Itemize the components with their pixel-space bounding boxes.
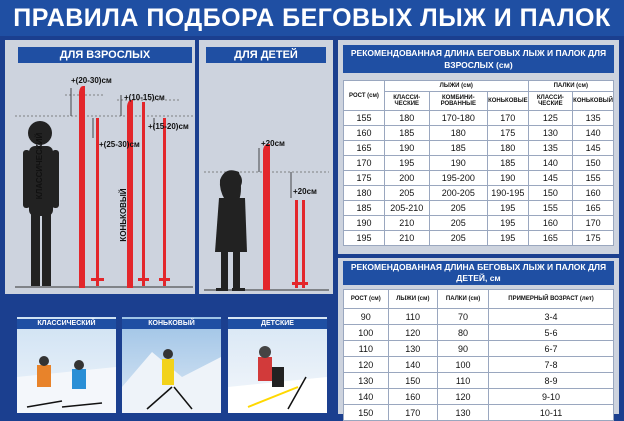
kids-table-heading: РЕКОМЕНДОВАННАЯ ДЛИНА БЕГОВЫХ ЛЫЖ И ПАЛОК ДЛЯ ДЕТЕЙ, см (343, 261, 614, 285)
table-cell: 195 (488, 216, 529, 231)
kids-panel (199, 40, 333, 294)
table-cell: 185 (429, 141, 487, 156)
table-cell: 140 (388, 357, 437, 373)
table-cell: 190 (429, 156, 487, 171)
table-row (344, 341, 614, 357)
table-cell: 205 (385, 186, 430, 201)
table-cell: 155 (344, 111, 385, 126)
table-cell: 185 (385, 126, 430, 141)
table-cell: 145 (528, 171, 573, 186)
table-cell: 110 (344, 341, 389, 357)
table-row (344, 325, 614, 341)
table-cell: 130 (528, 126, 573, 141)
photo-label-skate: КОНЬКОВЫЙ (122, 319, 221, 329)
kids-size-table (343, 289, 614, 421)
photo-label-kids: ДЕТСКИЕ (228, 319, 327, 329)
table-cell: 190 (488, 171, 529, 186)
kids-illustration (199, 40, 333, 294)
adults-panel-heading: ДЛЯ ВЗРОСЛЫХ (18, 47, 192, 63)
table-cell: 130 (344, 373, 389, 389)
table-cell: 150 (388, 373, 437, 389)
table-cell: 160 (344, 126, 385, 141)
table-cell: 195 (344, 231, 385, 246)
photo-label-classic: КЛАССИЧЕСКИЙ (17, 319, 116, 329)
table-cell: 80 (438, 325, 489, 341)
table-cell: 195 (488, 231, 529, 246)
table-cell: 110 (388, 309, 437, 325)
table-row (344, 216, 614, 231)
table-row (344, 126, 614, 141)
table-row (344, 156, 614, 171)
skate-label: КОНЬКОВЫЙ (119, 188, 128, 242)
table-cell: 135 (573, 111, 614, 126)
adult-table-panel (338, 40, 619, 254)
col-skis: ЛЫЖИ (см) (385, 81, 529, 92)
adult-table-heading: РЕКОМЕНДОВАННАЯ ДЛИНА БЕГОВЫХ ЛЫЖ И ПАЛОК ДЛЯ ВЗРОСЛЫХ (см) (343, 45, 614, 73)
table-cell: 175 (573, 231, 614, 246)
kids-col: ПАЛКИ (см) (438, 290, 489, 309)
classic-label: КЛАССИЧЕСКИЙ (35, 132, 44, 200)
table-cell: 190 (344, 216, 385, 231)
table-cell: 210 (385, 231, 430, 246)
table-cell: 180 (344, 186, 385, 201)
table-cell: 10-11 (489, 405, 614, 421)
table-cell: 165 (528, 231, 573, 246)
table-cell: 150 (528, 186, 573, 201)
table-cell: 205-210 (385, 201, 430, 216)
table-row (344, 309, 614, 325)
table-cell: 9-10 (489, 389, 614, 405)
table-cell: 180 (429, 126, 487, 141)
table-cell: 155 (573, 171, 614, 186)
sub-col: КЛАССИ-ЧЕСКИЕ (385, 92, 430, 111)
kid-measure-1: +20см (261, 139, 285, 148)
sub-col: КОМБИНИ-РОВАННЫЕ (429, 92, 487, 111)
table-cell: 200 (385, 171, 430, 186)
table-row (344, 186, 614, 201)
table-cell: 130 (438, 405, 489, 421)
table-row (344, 201, 614, 216)
photo-skate (122, 317, 221, 413)
table-cell: 205 (429, 201, 487, 216)
adult-measure-1: +(20-30)см (71, 76, 112, 85)
table-cell: 170 (344, 156, 385, 171)
page-title: ПРАВИЛА ПОДБОРА БЕГОВЫХ ЛЫЖ И ПАЛОК (0, 0, 624, 36)
table-row (344, 357, 614, 373)
table-row (344, 171, 614, 186)
adult-size-table (343, 80, 614, 246)
table-cell: 145 (573, 141, 614, 156)
adults-panel (5, 40, 195, 294)
table-cell: 100 (438, 357, 489, 373)
child-silhouette (215, 170, 247, 291)
table-cell: 185 (344, 201, 385, 216)
table-cell: 180 (488, 141, 529, 156)
table-cell: 180 (385, 111, 430, 126)
table-cell: 120 (438, 389, 489, 405)
table-cell: 90 (344, 309, 389, 325)
table-cell: 205 (429, 216, 487, 231)
table-cell: 170 (488, 111, 529, 126)
adult-measure-3: +(10-15)см (124, 93, 165, 102)
table-cell: 155 (528, 201, 573, 216)
table-cell: 190-195 (488, 186, 529, 201)
sub-col: КОНЬКОВЫЙ (573, 92, 614, 111)
table-cell: 160 (573, 186, 614, 201)
table-cell: 175 (488, 126, 529, 141)
table-row (344, 389, 614, 405)
table-cell: 165 (344, 141, 385, 156)
table-cell: 110 (438, 373, 489, 389)
adult-measure-4: +(15-20)см (148, 122, 189, 131)
kid-ski (263, 144, 270, 290)
photo-classic (17, 317, 116, 413)
kids-col: ПРИМЕРНЫЙ ВОЗРАСТ (лет) (489, 290, 614, 309)
table-cell: 100 (344, 325, 389, 341)
table-row (344, 405, 614, 421)
classic-ski (79, 86, 85, 288)
table-cell: 150 (573, 156, 614, 171)
table-row (344, 231, 614, 246)
col-height: РОСТ (см) (344, 81, 385, 111)
table-cell: 7-8 (489, 357, 614, 373)
table-cell: 175 (344, 171, 385, 186)
photo-kids (228, 317, 327, 413)
table-cell: 195 (385, 156, 430, 171)
table-cell: 200-205 (429, 186, 487, 201)
col-poles: ПАЛКИ (см) (528, 81, 613, 92)
kids-col: РОСТ (см) (344, 290, 389, 309)
kids-panel-heading: ДЛЯ ДЕТЕЙ (206, 47, 326, 63)
table-cell: 70 (438, 309, 489, 325)
table-cell: 160 (528, 216, 573, 231)
table-cell: 3-4 (489, 309, 614, 325)
table-cell: 140 (344, 389, 389, 405)
table-cell: 195-200 (429, 171, 487, 186)
table-cell: 160 (388, 389, 437, 405)
table-cell: 185 (488, 156, 529, 171)
table-cell: 8-9 (489, 373, 614, 389)
table-cell: 195 (488, 201, 529, 216)
table-row (344, 111, 614, 126)
table-cell: 170 (388, 405, 437, 421)
table-row (344, 141, 614, 156)
table-row (344, 373, 614, 389)
table-cell: 140 (573, 126, 614, 141)
table-cell: 140 (528, 156, 573, 171)
table-cell: 210 (385, 216, 430, 231)
table-cell: 125 (528, 111, 573, 126)
sub-col: КОНЬКОВЫЕ (488, 92, 529, 111)
table-cell: 130 (388, 341, 437, 357)
table-cell: 165 (573, 201, 614, 216)
table-cell: 90 (438, 341, 489, 357)
sub-col: КЛАССИ-ЧЕСКИЕ (528, 92, 573, 111)
table-cell: 170-180 (429, 111, 487, 126)
table-cell: 205 (429, 231, 487, 246)
adult-measure-2: +(25-30)см (99, 140, 140, 149)
kids-col: ЛЫЖИ (см) (388, 290, 437, 309)
table-cell: 120 (344, 357, 389, 373)
table-cell: 135 (528, 141, 573, 156)
kid-measure-2: +20см (293, 187, 317, 196)
table-cell: 170 (573, 216, 614, 231)
table-cell: 5-6 (489, 325, 614, 341)
table-cell: 120 (388, 325, 437, 341)
table-cell: 190 (385, 141, 430, 156)
kids-table-panel (338, 258, 619, 418)
table-cell: 150 (344, 405, 389, 421)
table-cell: 6-7 (489, 341, 614, 357)
kid-poles (292, 200, 308, 288)
